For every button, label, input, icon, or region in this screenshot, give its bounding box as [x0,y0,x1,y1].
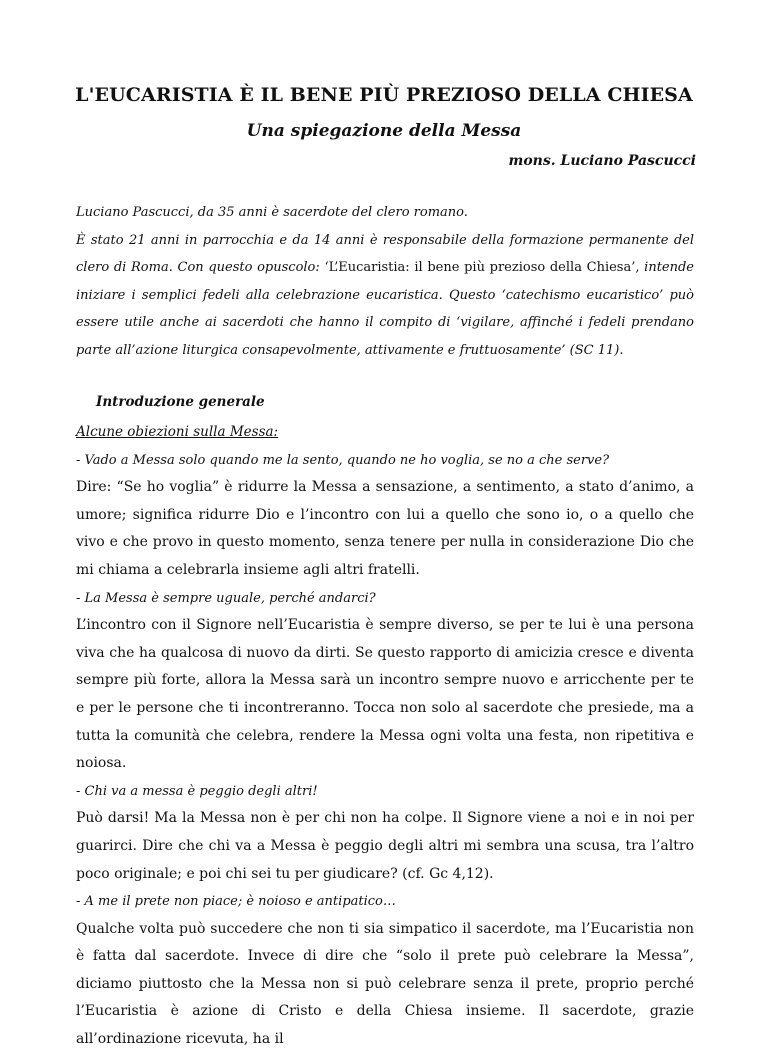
objection-question: - Vado a Messa solo quando me la sento, quando ne ho voglia, se no a che serve? [76,452,610,468]
booklet-title: ‘L’Eucaristia: il bene più prezioso della Chiesa’, [324,260,640,275]
document-subtitle: Una spiegazione della Messa [246,121,522,141]
author-name: mons. Luciano Pascucci [508,153,696,169]
objection-answer: Può darsi! Ma la Messa non è per chi non ha colpe. Il Signore viene a noi e in noi per guarirci. Dire che chi va a Messa è peggio degli altri mi sembra una scusa, tra l’altro poco originale; e poi chi sei tu per giudicare? (cf. Gc 4,12). [76,810,694,882]
body-text [76,419,694,1054]
intro-line: Luciano Pascucci, da 35 anni è sacerdote del clero romano. [76,205,468,220]
section-heading: Introduzione generale [96,394,265,410]
objection-answer: Qualche volta può succedere che non ti sia simpatico il sacerdote, ma l’Eucaristia non è fatta dal sacerdote. Invece di dire che “solo il prete può celebrare la Messa”, diciamo piuttosto che la Messa non si può celebrare senza il prete, proprio perché l’Eucaristia è azione di Cristo e della Chiesa insieme. Il sacerdote, grazie all’ordinazione ricevuta, ha il [76,920,694,1048]
document-title: L'EUCARISTIA È IL BENE PIÙ PREZIOSO DELLA CHIESA [75,84,693,106]
objection-question: - Chi va a messa è peggio degli altri! [76,783,318,799]
objection-question: - La Messa è sempre uguale, perché andarci? [76,590,376,606]
intro-text-part2: intende iniziare i semplici fedeli alla celebrazione eucaristica. Questo ‘catechismo eucaristico’ può essere utile anche ai sacerdoti che hanno il compito di ‘vigilare, affinché i fedeli prendano parte all’azione liturgica consapevolmente, attivamente e fruttuosamente’ (SC 11). [76,260,694,358]
intro-text-part1: È stato 21 anni in parrocchia e da 14 anni è responsabile della formazione permanente del clero di Roma. Con questo opuscolo: [76,232,694,275]
objection-answer: Dire: “Se ho voglia” è ridurre la Messa a sensazione, a sentimento, a stato d’animo, a umore; significa ridurre Dio e l’incontro con lui a quello che sono io, o a quello che vivo e che provo in questo momento, senza tenere per nulla in considerazione Dio che mi chiama a celebrarla insieme agli altri fratelli. [76,479,694,578]
section-subheading: Alcune obiezioni sulla Messa: [76,424,279,440]
objection-answer: L’incontro con il Signore nell’Eucaristia è sempre diverso, se per te lui è una persona viva che ha qualcosa di nuovo da dirti. Se questo rapporto di amicizia cresce e diventa sempre più forte, allora la Messa sarà un incontro sempre nuovo e arricchente per te e per le persone che ti incontreranno. Tocca non solo al sacerdote che presiede, ma a tutta la comunità che celebra, rendere la Messa ogni volta una festa, non ripetitiva e noiosa. [76,617,694,772]
intro-paragraph [76,227,694,365]
objection-question: - A me il prete non piace; è noioso e antipatico… [76,894,396,910]
author-intro [76,199,694,364]
